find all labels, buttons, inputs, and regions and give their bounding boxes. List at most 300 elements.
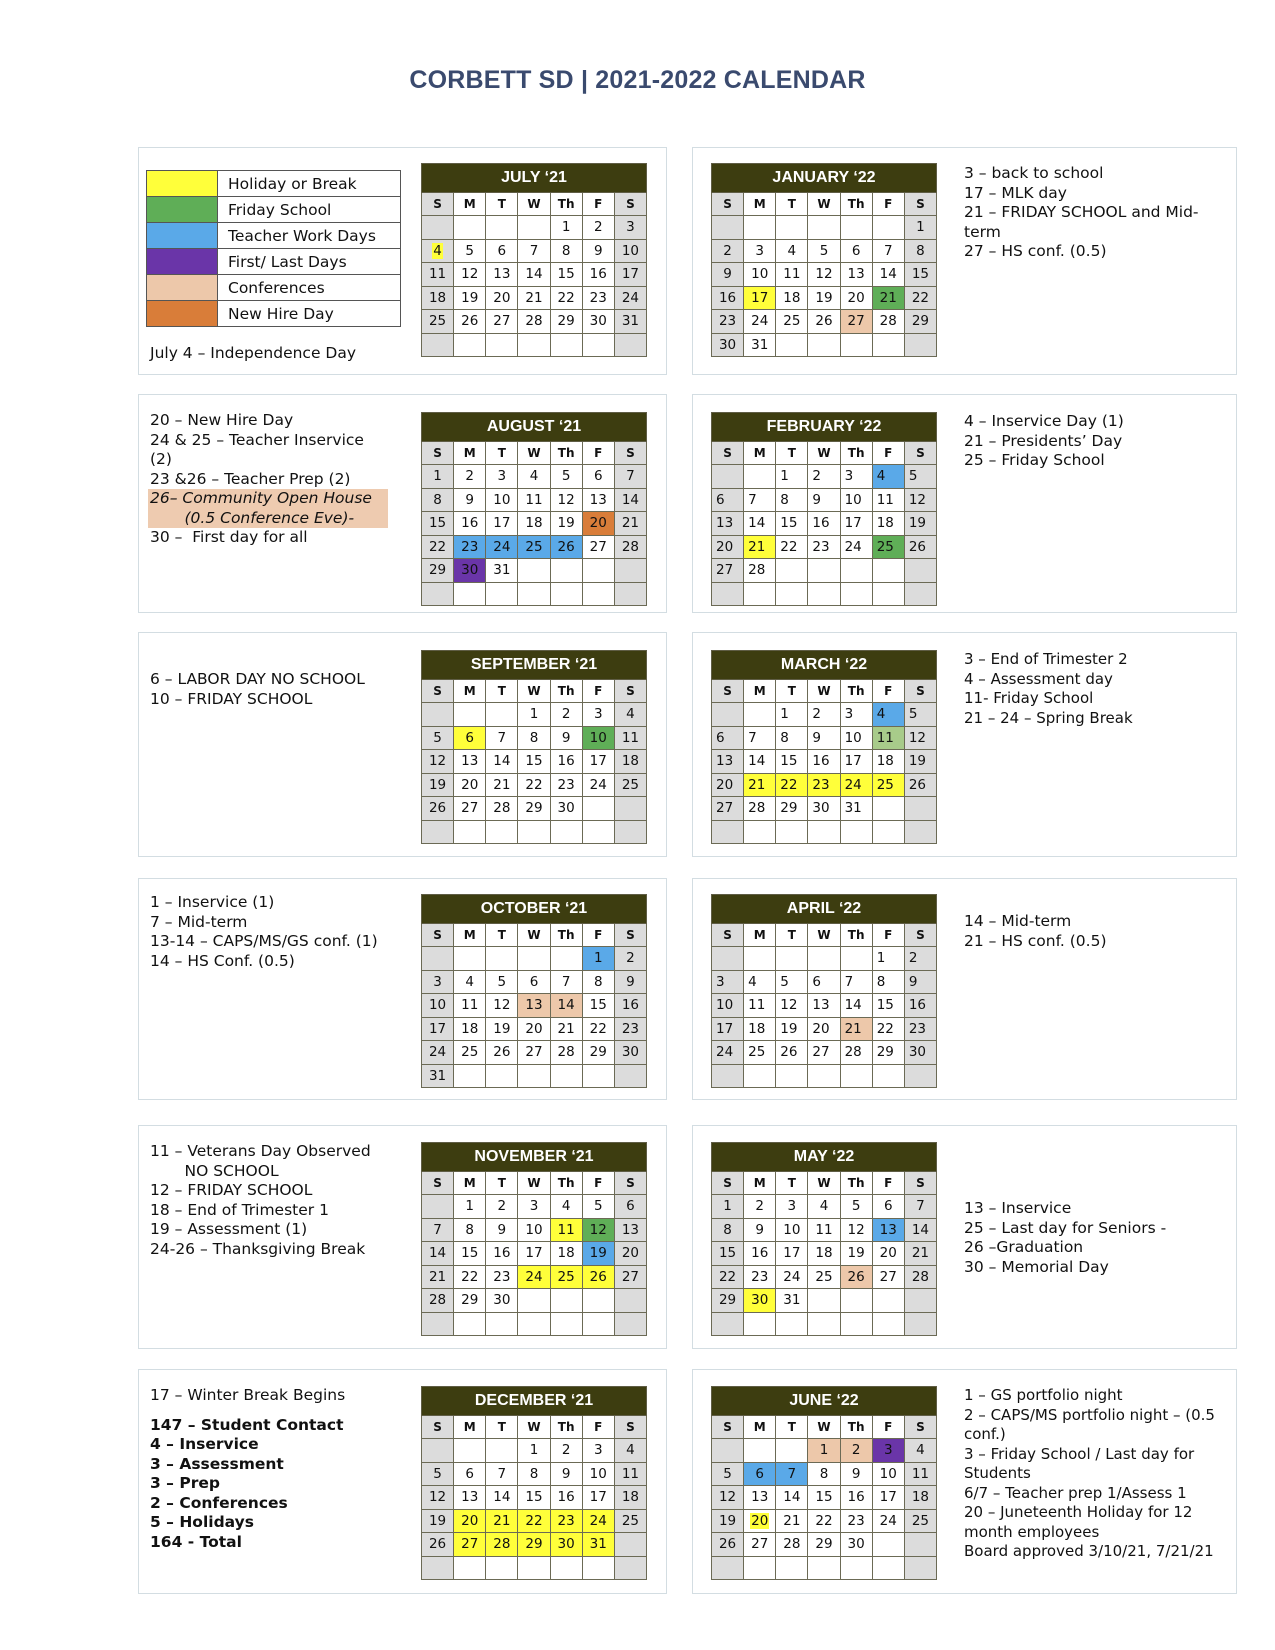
- week-row: [712, 333, 937, 357]
- week-row: [712, 310, 937, 334]
- note-line: 30 – First day for all: [150, 528, 308, 546]
- date-cell: 1: [550, 216, 582, 240]
- note-line: 26 –Graduation: [964, 1238, 1084, 1256]
- date-cell: [486, 1064, 518, 1088]
- date-cell: 19: [454, 286, 486, 310]
- date-cell: 12: [808, 263, 840, 287]
- date-cell: 26: [776, 1041, 808, 1065]
- date-cell: [872, 1533, 904, 1557]
- date-cell: 2: [582, 216, 614, 240]
- date-cell: 18: [904, 1486, 936, 1510]
- date-cell: [904, 820, 936, 844]
- date-cell: 7: [486, 1462, 518, 1486]
- date-cell: 3: [712, 970, 744, 994]
- date-cell: [904, 797, 936, 821]
- day-name: W: [808, 442, 840, 465]
- date-cell: [518, 582, 550, 606]
- day-name: W: [808, 1416, 840, 1439]
- date-cell: 4: [518, 465, 550, 489]
- week-row: [712, 1312, 937, 1336]
- week-row: [422, 535, 647, 559]
- date-cell: 5: [582, 1195, 614, 1219]
- date-cell: 17: [744, 286, 776, 310]
- legend-swatch: [147, 249, 218, 275]
- date-cell: [904, 1289, 936, 1313]
- date-cell: 24: [422, 1041, 454, 1065]
- date-cell: 1: [712, 1195, 744, 1219]
- note-line: 1 – Inservice (1): [150, 893, 275, 911]
- date-cell: [776, 559, 808, 583]
- date-cell: 30: [712, 333, 744, 357]
- date-cell: 15: [518, 750, 550, 774]
- date-cell: 9: [808, 726, 840, 750]
- week-row: [712, 970, 937, 994]
- date-cell: [872, 1312, 904, 1336]
- date-cell: 1: [518, 1439, 550, 1463]
- date-cell: 12: [904, 726, 936, 750]
- note-line: 14 – HS Conf. (0.5): [150, 951, 295, 970]
- date-cell: 19: [904, 512, 936, 536]
- month-title: OCTOBER ‘21: [422, 895, 647, 924]
- date-cell: 30: [744, 1289, 776, 1313]
- date-cell: 23: [550, 1509, 582, 1533]
- date-cell: 20: [454, 773, 486, 797]
- date-cell: 9: [712, 263, 744, 287]
- calendar-march-2022: [711, 650, 937, 844]
- date-cell: [776, 216, 808, 240]
- notes-december: [150, 1386, 410, 1552]
- date-cell: 5: [712, 1462, 744, 1486]
- week-row: [422, 1439, 647, 1463]
- date-cell: 20: [582, 512, 614, 536]
- note-line: [150, 1406, 410, 1416]
- date-cell: [486, 947, 518, 971]
- date-cell: 24: [744, 310, 776, 334]
- week-row: [422, 333, 647, 357]
- date-cell: 12: [486, 994, 518, 1018]
- note-line: 6/7 – Teacher prep 1/Assess 1: [964, 1483, 1187, 1502]
- date-cell: 25: [550, 1265, 582, 1289]
- date-cell: 2: [614, 947, 646, 971]
- date-cell: [422, 333, 454, 357]
- week-row: [422, 1064, 647, 1088]
- date-cell: 11: [872, 726, 904, 750]
- date-cell: 11: [614, 1462, 646, 1486]
- week-row: [422, 582, 647, 606]
- date-cell: 14: [776, 1486, 808, 1510]
- date-cell: 6: [840, 239, 872, 263]
- date-cell: 28: [550, 1041, 582, 1065]
- date-cell: 8: [808, 1462, 840, 1486]
- date-cell: 20: [454, 1509, 486, 1533]
- day-name: W: [518, 1416, 550, 1439]
- date-cell: 21: [422, 1265, 454, 1289]
- day-name: W: [518, 193, 550, 216]
- date-cell: 26: [904, 773, 936, 797]
- date-cell: [712, 820, 744, 844]
- calendar-february-2022: [711, 412, 937, 606]
- date-cell: 3: [518, 1195, 550, 1219]
- month-title: DECEMBER ‘21: [422, 1387, 647, 1416]
- date-cell: 15: [904, 263, 936, 287]
- date-cell: [712, 703, 744, 727]
- date-cell: [712, 1556, 744, 1580]
- day-name: T: [776, 442, 808, 465]
- page-title: CORBETT SD | 2021-2022 CALENDAR: [409, 66, 866, 94]
- date-cell: 11: [454, 994, 486, 1018]
- date-cell: 18: [518, 512, 550, 536]
- day-name: Th: [840, 1416, 872, 1439]
- date-cell: 22: [776, 535, 808, 559]
- week-row: [422, 797, 647, 821]
- date-cell: 17: [518, 1242, 550, 1266]
- date-cell: 17: [712, 1017, 744, 1041]
- date-cell: 13: [454, 1486, 486, 1510]
- note-line: month employees: [964, 1522, 1100, 1541]
- date-cell: [422, 1556, 454, 1580]
- date-cell: 28: [744, 559, 776, 583]
- date-cell: 24: [582, 773, 614, 797]
- day-name: T: [776, 924, 808, 947]
- date-cell: 26: [904, 535, 936, 559]
- date-cell: [744, 1064, 776, 1088]
- date-cell: 2: [486, 1195, 518, 1219]
- day-name: M: [454, 193, 486, 216]
- date-cell: 15: [776, 512, 808, 536]
- date-cell: 24: [840, 535, 872, 559]
- week-row: [422, 947, 647, 971]
- date-cell: 19: [486, 1017, 518, 1041]
- date-cell: 24: [776, 1265, 808, 1289]
- month-title: NOVEMBER ‘21: [422, 1143, 647, 1172]
- date-cell: 10: [840, 726, 872, 750]
- note-line: 14 – Mid-term: [964, 912, 1072, 930]
- date-cell: [904, 1312, 936, 1336]
- date-cell: 13: [744, 1486, 776, 1510]
- date-cell: [550, 559, 582, 583]
- date-cell: 21: [840, 1017, 872, 1041]
- note-line: 3 – Friday School / Last day for: [964, 1444, 1195, 1463]
- date-cell: 31: [776, 1289, 808, 1313]
- date-cell: 11: [550, 1218, 582, 1242]
- date-cell: [776, 1312, 808, 1336]
- date-cell: 5: [808, 239, 840, 263]
- date-cell: [454, 333, 486, 357]
- date-cell: 8: [776, 726, 808, 750]
- calendar-august-2021: [421, 412, 647, 606]
- date-cell: 9: [904, 970, 936, 994]
- date-cell: 31: [486, 559, 518, 583]
- date-cell: 27: [744, 1533, 776, 1557]
- week-row: [422, 1242, 647, 1266]
- date-cell: 3: [840, 465, 872, 489]
- date-cell: [518, 1064, 550, 1088]
- date-cell: [872, 1556, 904, 1580]
- date-cell: 10: [422, 994, 454, 1018]
- date-cell: 4: [614, 703, 646, 727]
- day-name: W: [808, 680, 840, 703]
- date-cell: 18: [872, 750, 904, 774]
- day-name: M: [744, 442, 776, 465]
- day-name: F: [582, 1416, 614, 1439]
- date-cell: 4: [808, 1195, 840, 1219]
- date-cell: [840, 1064, 872, 1088]
- date-cell: 10: [776, 1218, 808, 1242]
- week-row: [712, 1041, 937, 1065]
- day-name: T: [776, 1416, 808, 1439]
- date-cell: 10: [518, 1218, 550, 1242]
- date-cell: 13: [518, 994, 550, 1018]
- date-cell: 7: [872, 239, 904, 263]
- day-name: S: [614, 442, 646, 465]
- date-cell: 7: [840, 970, 872, 994]
- date-cell: 12: [904, 488, 936, 512]
- date-cell: 9: [744, 1218, 776, 1242]
- legend-label: Conferences: [218, 275, 401, 301]
- date-cell: 19: [712, 1509, 744, 1533]
- date-cell: 21: [872, 286, 904, 310]
- day-name: S: [904, 924, 936, 947]
- date-cell: 9: [550, 726, 582, 750]
- date-cell: 7: [550, 970, 582, 994]
- date-cell: 3: [614, 216, 646, 240]
- date-cell: [518, 1556, 550, 1580]
- date-cell: 2: [808, 465, 840, 489]
- month-title: JULY ‘21: [422, 164, 647, 193]
- note-line: Students: [964, 1464, 1031, 1482]
- date-cell: 28: [872, 310, 904, 334]
- date-cell: 14: [904, 1218, 936, 1242]
- date-cell: 1: [518, 703, 550, 727]
- legend-swatch: [147, 301, 218, 327]
- week-row: [712, 1195, 937, 1219]
- date-cell: [422, 582, 454, 606]
- date-cell: [582, 1312, 614, 1336]
- month-title: APRIL ‘22: [712, 895, 937, 924]
- date-cell: 6: [872, 1195, 904, 1219]
- date-cell: 6: [454, 726, 486, 750]
- date-cell: 20: [744, 1509, 776, 1533]
- date-cell: 15: [582, 994, 614, 1018]
- date-cell: [872, 559, 904, 583]
- date-cell: 12: [454, 263, 486, 287]
- date-cell: 28: [422, 1289, 454, 1313]
- day-name: F: [582, 680, 614, 703]
- note-line: 27 – HS conf. (0.5): [964, 242, 1107, 260]
- date-cell: 29: [808, 1533, 840, 1557]
- date-cell: [582, 582, 614, 606]
- note-line: 147 – Student Contact: [150, 1415, 344, 1434]
- date-cell: 18: [776, 286, 808, 310]
- date-cell: 25: [872, 535, 904, 559]
- date-cell: [904, 1556, 936, 1580]
- date-cell: 13: [872, 1218, 904, 1242]
- day-name: Th: [840, 193, 872, 216]
- date-cell: [454, 1556, 486, 1580]
- date-cell: 19: [808, 286, 840, 310]
- date-cell: 12: [840, 1218, 872, 1242]
- date-cell: [776, 1556, 808, 1580]
- date-cell: [712, 465, 744, 489]
- color-legend: [146, 170, 401, 327]
- note-line: Board approved 3/10/21, 7/21/21: [964, 1542, 1214, 1560]
- note-line: 20 – New Hire Day: [150, 411, 294, 429]
- date-cell: [422, 703, 454, 727]
- date-cell: 22: [518, 1509, 550, 1533]
- date-cell: [486, 703, 518, 727]
- date-cell: 28: [744, 797, 776, 821]
- date-cell: [614, 1312, 646, 1336]
- date-cell: 21: [486, 773, 518, 797]
- day-name: Th: [550, 193, 582, 216]
- date-cell: [744, 947, 776, 971]
- week-row: [422, 1195, 647, 1219]
- date-cell: 13: [712, 750, 744, 774]
- date-cell: [550, 1064, 582, 1088]
- date-cell: 15: [550, 263, 582, 287]
- date-cell: [582, 559, 614, 583]
- date-cell: [550, 1312, 582, 1336]
- week-row: [422, 1017, 647, 1041]
- note-line: 25 – Friday School: [964, 451, 1105, 469]
- week-row: [422, 488, 647, 512]
- day-name: M: [744, 1416, 776, 1439]
- date-cell: [808, 1312, 840, 1336]
- date-cell: 17: [872, 1486, 904, 1510]
- date-cell: [614, 582, 646, 606]
- date-cell: [422, 1439, 454, 1463]
- note-line: 11 – Veterans Day Observed: [150, 1142, 371, 1160]
- date-cell: [454, 947, 486, 971]
- date-cell: 21: [776, 1509, 808, 1533]
- date-cell: 22: [518, 773, 550, 797]
- day-name: F: [872, 193, 904, 216]
- note-line: 6 – LABOR DAY NO SCHOOL: [150, 670, 365, 688]
- date-cell: [744, 1556, 776, 1580]
- date-cell: 20: [486, 286, 518, 310]
- date-cell: [712, 582, 744, 606]
- date-cell: 28: [904, 1265, 936, 1289]
- note-line: 2 – Conferences: [150, 1493, 288, 1512]
- date-cell: 25: [614, 1509, 646, 1533]
- date-cell: 7: [744, 726, 776, 750]
- date-cell: [712, 1439, 744, 1463]
- date-cell: 21: [486, 1509, 518, 1533]
- date-cell: 24: [712, 1041, 744, 1065]
- date-cell: [486, 216, 518, 240]
- date-cell: 13: [486, 263, 518, 287]
- date-cell: [486, 1556, 518, 1580]
- calendar-july-2021: [421, 163, 647, 357]
- date-cell: 21: [744, 535, 776, 559]
- date-cell: 27: [486, 310, 518, 334]
- day-name: F: [872, 680, 904, 703]
- day-name: T: [776, 1172, 808, 1195]
- week-row: [712, 703, 937, 727]
- week-row: [422, 703, 647, 727]
- date-cell: 17: [422, 1017, 454, 1041]
- month-title: MAY ‘22: [712, 1143, 937, 1172]
- date-cell: 6: [744, 1462, 776, 1486]
- date-cell: 19: [582, 1242, 614, 1266]
- date-cell: 21: [550, 1017, 582, 1041]
- date-cell: 9: [808, 488, 840, 512]
- date-cell: 10: [712, 994, 744, 1018]
- date-cell: [454, 1064, 486, 1088]
- day-name: M: [744, 193, 776, 216]
- date-cell: 22: [776, 773, 808, 797]
- date-cell: [872, 820, 904, 844]
- date-cell: 5: [486, 970, 518, 994]
- date-cell: 30: [454, 559, 486, 583]
- day-name: T: [486, 680, 518, 703]
- note-line: 4 – Inservice Day (1): [964, 412, 1124, 430]
- day-name: Th: [840, 1172, 872, 1195]
- week-row: [712, 535, 937, 559]
- date-cell: 27: [712, 797, 744, 821]
- date-cell: 27: [840, 310, 872, 334]
- date-cell: 23: [904, 1017, 936, 1041]
- date-cell: 17: [840, 512, 872, 536]
- date-cell: 12: [550, 488, 582, 512]
- note-line: 17 – Winter Break Begins: [150, 1386, 346, 1404]
- date-cell: 6: [712, 726, 744, 750]
- date-cell: [872, 1289, 904, 1313]
- date-cell: 3: [486, 465, 518, 489]
- date-cell: 18: [454, 1017, 486, 1041]
- date-cell: [776, 333, 808, 357]
- legend-row: [147, 301, 401, 327]
- date-cell: [518, 559, 550, 583]
- date-cell: 27: [872, 1265, 904, 1289]
- date-cell: [872, 333, 904, 357]
- week-row: [712, 1218, 937, 1242]
- day-name: T: [486, 442, 518, 465]
- date-cell: 18: [614, 750, 646, 774]
- day-name: S: [422, 924, 454, 947]
- date-cell: 17: [614, 263, 646, 287]
- week-row: [422, 1486, 647, 1510]
- week-row: [712, 488, 937, 512]
- month-title: FEBRUARY ‘22: [712, 413, 937, 442]
- date-cell: 14: [422, 1242, 454, 1266]
- week-row: [712, 1533, 937, 1557]
- date-cell: 22: [904, 286, 936, 310]
- date-cell: 13: [808, 994, 840, 1018]
- date-cell: [454, 582, 486, 606]
- date-cell: 25: [422, 310, 454, 334]
- date-cell: [808, 582, 840, 606]
- week-row: [422, 239, 647, 263]
- date-cell: 9: [840, 1462, 872, 1486]
- week-row: [422, 750, 647, 774]
- notes-march: [964, 650, 1234, 728]
- week-row: [422, 310, 647, 334]
- date-cell: 18: [744, 1017, 776, 1041]
- date-cell: 13: [712, 512, 744, 536]
- date-cell: 12: [712, 1486, 744, 1510]
- week-row: [422, 1556, 647, 1580]
- date-cell: [582, 820, 614, 844]
- date-cell: 9: [550, 1462, 582, 1486]
- date-cell: [582, 1556, 614, 1580]
- date-cell: 31: [422, 1064, 454, 1088]
- date-cell: [486, 582, 518, 606]
- date-cell: 26: [454, 310, 486, 334]
- day-name: M: [454, 1172, 486, 1195]
- week-row: [422, 1041, 647, 1065]
- note-line: 3 – Assessment: [150, 1454, 284, 1473]
